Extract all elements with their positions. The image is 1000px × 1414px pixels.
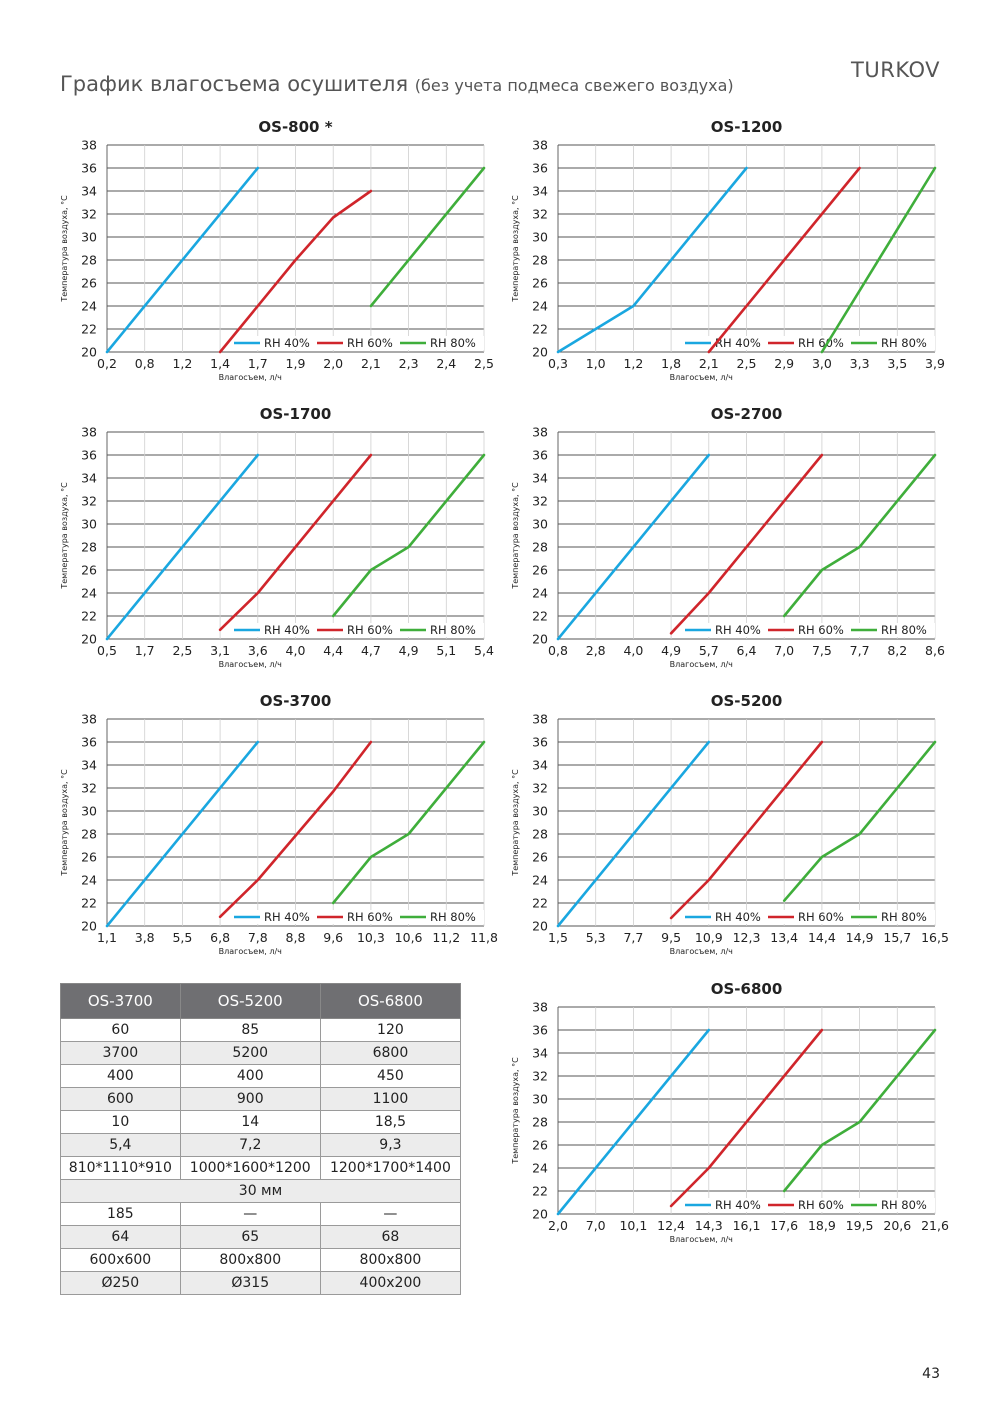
x-axis-label: Влагосъем, л/ч xyxy=(669,947,733,956)
x-axis-label: Влагосъем, л/ч xyxy=(669,660,733,669)
page-number: 43 xyxy=(922,1366,940,1382)
y-tick-label: 20 xyxy=(81,631,97,647)
table-cell: Ø250 xyxy=(61,1272,181,1295)
x-tick-label: 4,4 xyxy=(323,643,344,658)
y-tick-label: 36 xyxy=(532,1022,548,1038)
chart-title: OS-2700 xyxy=(710,405,783,423)
y-tick-label: 26 xyxy=(532,1137,548,1153)
legend-label: RH 40% xyxy=(715,623,761,637)
y-tick-label: 30 xyxy=(81,229,97,245)
x-tick-label: 11,2 xyxy=(432,930,461,945)
x-tick-label: 3,0 xyxy=(811,356,832,371)
page-subtitle: (без учета подмеса свежего воздуха) xyxy=(414,76,734,95)
y-tick-label: 20 xyxy=(532,1206,548,1222)
y-tick-label: 34 xyxy=(532,757,548,773)
x-tick-label: 5,3 xyxy=(585,930,606,945)
y-tick-label: 28 xyxy=(532,252,548,268)
table-row xyxy=(61,1019,461,1042)
x-tick-label: 4,9 xyxy=(398,643,419,658)
x-tick-label: 14,4 xyxy=(807,930,836,945)
y-tick-label: 28 xyxy=(532,1114,548,1130)
y-tick-label: 30 xyxy=(81,516,97,532)
y-tick-label: 20 xyxy=(81,344,97,360)
table-row xyxy=(61,1180,461,1203)
y-axis-label: Температура воздуха, °С xyxy=(511,1057,520,1164)
x-tick-label: 2,8 xyxy=(585,643,606,658)
x-tick-label: 1,9 xyxy=(285,356,306,371)
chart-os-2700 xyxy=(496,399,946,674)
y-tick-label: 20 xyxy=(532,631,548,647)
y-tick-label: 38 xyxy=(532,711,548,727)
x-axis-label: Влагосъем, л/ч xyxy=(218,947,282,956)
y-tick-label: 26 xyxy=(81,562,97,578)
x-tick-label: 7,0 xyxy=(585,1218,606,1233)
table-row xyxy=(61,1065,461,1088)
table-cell: 1200*1700*1400 xyxy=(320,1157,460,1180)
legend-label: RH 40% xyxy=(715,910,761,924)
legend-label: RH 60% xyxy=(798,336,844,350)
y-tick-label: 24 xyxy=(81,872,97,888)
page-title xyxy=(60,72,734,96)
table-cell: 120 xyxy=(320,1019,460,1042)
table-cell: 1100 xyxy=(320,1088,460,1111)
y-tick-label: 26 xyxy=(532,562,548,578)
x-tick-label: 5,7 xyxy=(698,643,719,658)
legend-label: RH 60% xyxy=(347,623,393,637)
x-tick-label: 3,6 xyxy=(247,643,268,658)
y-tick-label: 38 xyxy=(532,999,548,1015)
y-tick-label: 22 xyxy=(532,895,548,911)
x-tick-label: 6,4 xyxy=(736,643,757,658)
x-axis-label: Влагосъем, л/ч xyxy=(669,1235,733,1244)
table-cell: 7,2 xyxy=(180,1134,320,1157)
chart-os-6800 xyxy=(496,974,949,1249)
y-tick-label: 32 xyxy=(532,493,548,509)
x-tick-label: 2,1 xyxy=(698,356,719,371)
y-tick-label: 28 xyxy=(81,252,97,268)
x-tick-label: 10,1 xyxy=(619,1218,648,1233)
y-axis-label: Температура воздуха, °С xyxy=(60,482,69,589)
table-cell: 400х200 xyxy=(320,1272,460,1295)
x-tick-label: 2,0 xyxy=(548,1218,568,1233)
x-tick-label: 19,5 xyxy=(845,1218,874,1233)
legend-label: RH 80% xyxy=(881,623,927,637)
x-tick-label: 2,9 xyxy=(774,356,795,371)
y-axis-label: Температура воздуха, °С xyxy=(511,195,520,302)
table-row xyxy=(61,1203,461,1226)
y-axis-label: Температура воздуха, °С xyxy=(60,769,69,876)
legend-label: RH 40% xyxy=(264,623,310,637)
x-tick-label: 1,8 xyxy=(661,356,682,371)
x-tick-label: 6,8 xyxy=(210,930,231,945)
y-tick-label: 36 xyxy=(81,734,97,750)
y-tick-label: 32 xyxy=(81,780,97,796)
y-tick-label: 30 xyxy=(532,516,548,532)
x-tick-label: 7,5 xyxy=(811,643,832,658)
y-tick-label: 32 xyxy=(81,493,97,509)
y-tick-label: 32 xyxy=(532,780,548,796)
x-tick-label: 2,0 xyxy=(323,356,344,371)
y-tick-label: 22 xyxy=(532,1183,548,1199)
x-tick-label: 2,5 xyxy=(736,356,757,371)
x-tick-label: 9,5 xyxy=(661,930,682,945)
x-tick-label: 3,9 xyxy=(925,356,945,371)
chart-os-1200 xyxy=(496,112,946,387)
table-cell: 30 мм xyxy=(61,1180,461,1203)
x-tick-label: 7,7 xyxy=(623,930,644,945)
legend-label: RH 80% xyxy=(881,336,927,350)
y-tick-label: 38 xyxy=(81,137,97,153)
y-tick-label: 32 xyxy=(532,206,548,222)
chart-os-5200 xyxy=(496,686,949,961)
y-tick-label: 22 xyxy=(532,321,548,337)
chart-title: OS-3700 xyxy=(259,692,332,710)
x-axis-label: Влагосъем, л/ч xyxy=(218,660,282,669)
y-tick-label: 32 xyxy=(81,206,97,222)
x-axis-label: Влагосъем, л/ч xyxy=(669,373,733,382)
brand-name: TURKOV xyxy=(851,58,940,82)
x-tick-label: 1,2 xyxy=(172,356,193,371)
y-tick-label: 34 xyxy=(81,470,97,486)
table-cell: 185 xyxy=(61,1203,181,1226)
x-axis-label: Влагосъем, л/ч xyxy=(218,373,282,382)
x-tick-label: 0,8 xyxy=(134,356,155,371)
y-tick-label: 38 xyxy=(81,711,97,727)
x-tick-label: 10,6 xyxy=(394,930,423,945)
x-tick-label: 16,1 xyxy=(732,1218,761,1233)
y-axis-label: Температура воздуха, °С xyxy=(60,195,69,302)
x-tick-label: 7,7 xyxy=(849,643,870,658)
table-cell: — xyxy=(180,1203,320,1226)
y-tick-label: 34 xyxy=(532,1045,548,1061)
table-cell: 9,3 xyxy=(320,1134,460,1157)
spec-header-cell: OS-6800 xyxy=(320,984,460,1019)
page-title-main: График влагосъема осушителя xyxy=(60,72,409,96)
x-tick-label: 0,8 xyxy=(548,643,568,658)
x-tick-label: 9,6 xyxy=(323,930,344,945)
table-cell: 10 xyxy=(61,1111,181,1134)
legend-label: RH 80% xyxy=(430,336,476,350)
spec-header-cell: OS-5200 xyxy=(180,984,320,1019)
y-tick-label: 30 xyxy=(81,803,97,819)
chart-title: OS-1200 xyxy=(710,118,783,136)
chart-title: OS-6800 xyxy=(710,980,783,998)
table-cell: 600 xyxy=(61,1088,181,1111)
y-tick-label: 26 xyxy=(81,275,97,291)
y-tick-label: 34 xyxy=(532,470,548,486)
x-tick-label: 17,6 xyxy=(770,1218,799,1233)
x-tick-label: 4,0 xyxy=(285,643,306,658)
table-cell: — xyxy=(320,1203,460,1226)
spec-table-header-row xyxy=(61,984,461,1019)
x-tick-label: 1,1 xyxy=(97,930,117,945)
y-tick-label: 36 xyxy=(81,160,97,176)
table-row xyxy=(61,1249,461,1272)
x-tick-label: 1,5 xyxy=(548,930,568,945)
legend-label: RH 80% xyxy=(881,1198,927,1212)
legend-label: RH 60% xyxy=(347,336,393,350)
x-tick-label: 2,5 xyxy=(172,643,193,658)
x-tick-label: 21,6 xyxy=(921,1218,949,1233)
table-row xyxy=(61,1111,461,1134)
x-tick-label: 7,8 xyxy=(247,930,268,945)
table-cell: 1000*1600*1200 xyxy=(180,1157,320,1180)
legend-label: RH 80% xyxy=(430,623,476,637)
table-cell: 800х800 xyxy=(320,1249,460,1272)
legend-label: RH 40% xyxy=(264,336,310,350)
table-cell: 800х800 xyxy=(180,1249,320,1272)
spec-header-cell: OS-3700 xyxy=(61,984,181,1019)
legend-label: RH 40% xyxy=(715,336,761,350)
y-tick-label: 36 xyxy=(81,447,97,463)
y-axis-label: Температура воздуха, °С xyxy=(511,482,520,589)
chart-title: OS-800 * xyxy=(258,118,333,136)
table-cell: 65 xyxy=(180,1226,320,1249)
x-tick-label: 13,4 xyxy=(770,930,799,945)
x-tick-label: 10,3 xyxy=(356,930,385,945)
y-tick-label: 26 xyxy=(81,849,97,865)
y-tick-label: 34 xyxy=(532,183,548,199)
x-tick-label: 0,2 xyxy=(97,356,117,371)
legend-label: RH 60% xyxy=(347,910,393,924)
y-tick-label: 24 xyxy=(81,298,97,314)
table-cell: 18,5 xyxy=(320,1111,460,1134)
x-tick-label: 0,3 xyxy=(548,356,568,371)
spec-table xyxy=(60,983,461,1295)
x-tick-label: 5,1 xyxy=(436,643,457,658)
x-tick-label: 18,9 xyxy=(807,1218,836,1233)
table-cell: 450 xyxy=(320,1065,460,1088)
y-tick-label: 38 xyxy=(81,424,97,440)
x-tick-label: 3,1 xyxy=(210,643,231,658)
y-tick-label: 22 xyxy=(81,608,97,624)
x-tick-label: 4,0 xyxy=(623,643,644,658)
x-tick-label: 8,2 xyxy=(887,643,908,658)
legend-label: RH 80% xyxy=(430,910,476,924)
table-row xyxy=(61,1134,461,1157)
x-tick-label: 11,8 xyxy=(470,930,498,945)
x-tick-label: 1,2 xyxy=(623,356,644,371)
x-tick-label: 5,5 xyxy=(172,930,193,945)
x-tick-label: 12,4 xyxy=(657,1218,686,1233)
table-cell: 5200 xyxy=(180,1042,320,1065)
y-tick-label: 20 xyxy=(532,918,548,934)
x-tick-label: 20,6 xyxy=(883,1218,912,1233)
chart-title: OS-1700 xyxy=(259,405,332,423)
x-tick-label: 3,8 xyxy=(134,930,155,945)
table-cell: 600х600 xyxy=(61,1249,181,1272)
table-cell: 400 xyxy=(180,1065,320,1088)
x-tick-label: 1,7 xyxy=(134,643,155,658)
legend-label: RH 60% xyxy=(798,910,844,924)
x-tick-label: 15,7 xyxy=(883,930,912,945)
y-tick-label: 20 xyxy=(532,344,548,360)
y-tick-label: 24 xyxy=(532,1160,548,1176)
chart-os-1700 xyxy=(45,399,495,674)
x-tick-label: 0,5 xyxy=(97,643,117,658)
table-row xyxy=(61,1042,461,1065)
y-tick-label: 28 xyxy=(81,826,97,842)
y-axis-label: Температура воздуха, °С xyxy=(511,769,520,876)
y-tick-label: 28 xyxy=(81,539,97,555)
y-tick-label: 26 xyxy=(532,849,548,865)
legend-label: RH 40% xyxy=(715,1198,761,1212)
y-tick-label: 22 xyxy=(81,321,97,337)
y-tick-label: 22 xyxy=(532,608,548,624)
y-tick-label: 24 xyxy=(532,585,548,601)
chart-title: OS-5200 xyxy=(710,692,783,710)
y-tick-label: 36 xyxy=(532,447,548,463)
y-tick-label: 36 xyxy=(532,734,548,750)
chart-os-3700 xyxy=(45,686,498,961)
x-tick-label: 1,0 xyxy=(585,356,606,371)
x-tick-label: 1,4 xyxy=(210,356,231,371)
x-tick-label: 2,5 xyxy=(474,356,494,371)
table-cell: 5,4 xyxy=(61,1134,181,1157)
legend-label: RH 60% xyxy=(798,623,844,637)
x-tick-label: 2,4 xyxy=(436,356,457,371)
table-cell: 3700 xyxy=(61,1042,181,1065)
y-tick-label: 34 xyxy=(81,757,97,773)
y-tick-label: 24 xyxy=(532,298,548,314)
y-tick-label: 36 xyxy=(532,160,548,176)
y-tick-label: 30 xyxy=(532,1091,548,1107)
legend-label: RH 40% xyxy=(264,910,310,924)
x-tick-label: 5,4 xyxy=(474,643,494,658)
x-tick-label: 1,7 xyxy=(247,356,268,371)
table-cell: 60 xyxy=(61,1019,181,1042)
y-tick-label: 22 xyxy=(81,895,97,911)
table-cell: 85 xyxy=(180,1019,320,1042)
x-tick-label: 7,0 xyxy=(774,643,795,658)
x-tick-label: 4,7 xyxy=(360,643,381,658)
table-cell: 14 xyxy=(180,1111,320,1134)
y-tick-label: 28 xyxy=(532,826,548,842)
x-tick-label: 8,6 xyxy=(925,643,945,658)
legend-label: RH 80% xyxy=(881,910,927,924)
y-tick-label: 20 xyxy=(81,918,97,934)
x-tick-label: 2,1 xyxy=(360,356,381,371)
y-tick-label: 30 xyxy=(532,229,548,245)
y-tick-label: 32 xyxy=(532,1068,548,1084)
x-tick-label: 3,5 xyxy=(887,356,908,371)
y-tick-label: 34 xyxy=(81,183,97,199)
y-tick-label: 26 xyxy=(532,275,548,291)
x-tick-label: 3,3 xyxy=(849,356,870,371)
table-row xyxy=(61,1088,461,1111)
y-tick-label: 24 xyxy=(81,585,97,601)
table-cell: Ø315 xyxy=(180,1272,320,1295)
x-tick-label: 14,3 xyxy=(694,1218,723,1233)
table-cell: 6800 xyxy=(320,1042,460,1065)
table-cell: 900 xyxy=(180,1088,320,1111)
table-cell: 68 xyxy=(320,1226,460,1249)
x-tick-label: 10,9 xyxy=(694,930,723,945)
table-cell: 810*1110*910 xyxy=(61,1157,181,1180)
x-tick-label: 14,9 xyxy=(845,930,874,945)
table-row xyxy=(61,1272,461,1295)
chart-os-800 xyxy=(45,112,495,387)
table-cell: 400 xyxy=(61,1065,181,1088)
legend-label: RH 60% xyxy=(798,1198,844,1212)
y-tick-label: 24 xyxy=(532,872,548,888)
x-tick-label: 4,9 xyxy=(661,643,682,658)
y-tick-label: 28 xyxy=(532,539,548,555)
x-tick-label: 2,3 xyxy=(398,356,419,371)
x-tick-label: 12,3 xyxy=(732,930,761,945)
y-tick-label: 38 xyxy=(532,424,548,440)
x-tick-label: 16,5 xyxy=(921,930,949,945)
table-row xyxy=(61,1226,461,1249)
table-row xyxy=(61,1157,461,1180)
y-tick-label: 30 xyxy=(532,803,548,819)
table-cell: 64 xyxy=(61,1226,181,1249)
x-tick-label: 8,8 xyxy=(285,930,306,945)
y-tick-label: 38 xyxy=(532,137,548,153)
